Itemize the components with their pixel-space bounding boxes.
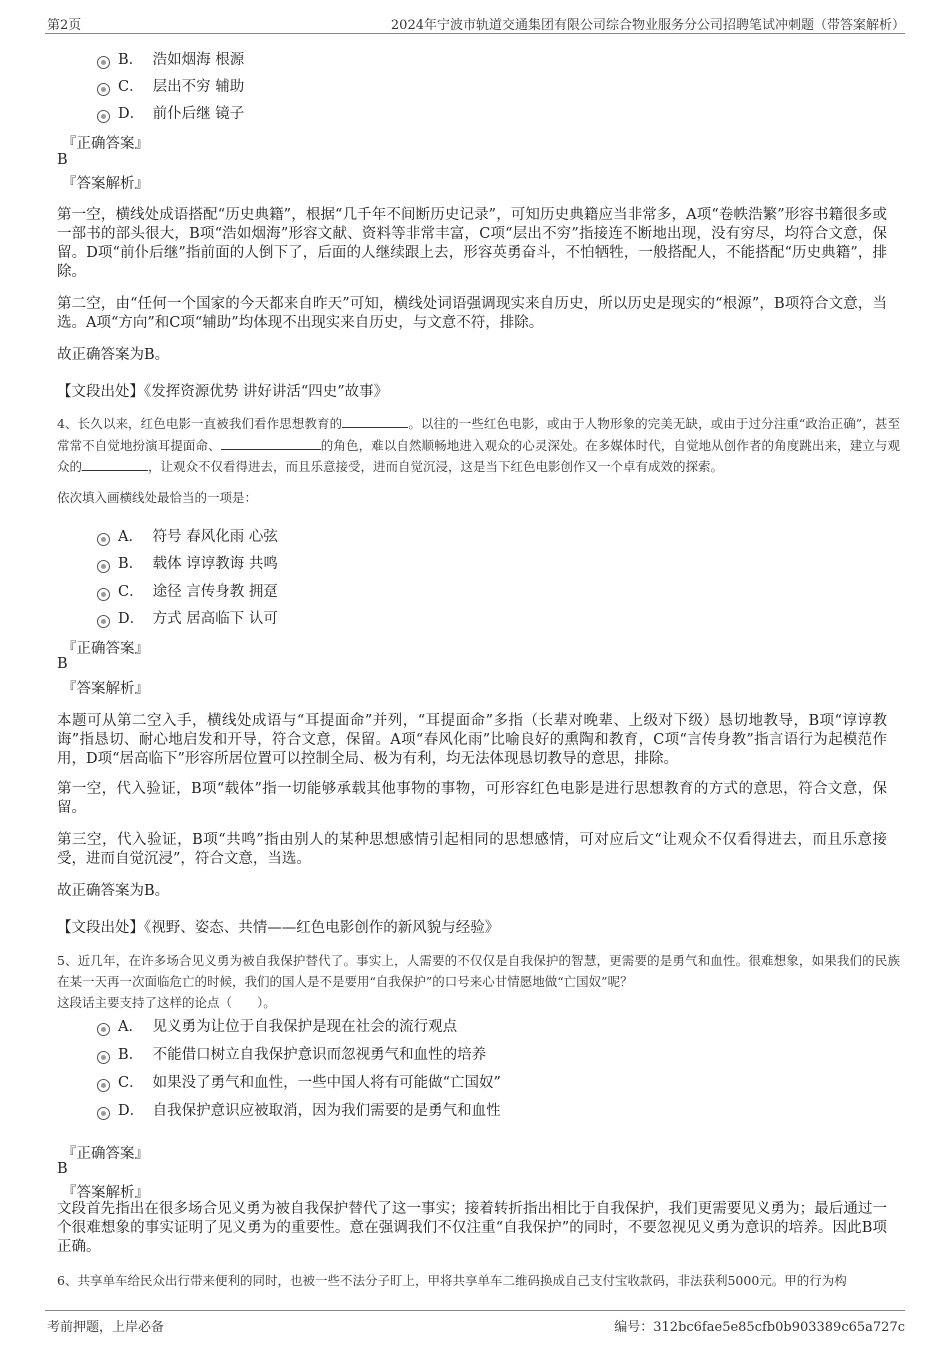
- radio-icon[interactable]: [97, 1107, 110, 1120]
- q4-option-d[interactable]: D． 方式 居高临下 认可: [97, 607, 278, 628]
- q4-analysis-paragraph-3: 第三空，代入验证，B项“共鸣”指由别人的某种思想感情引起相同的思想感情，可对应后文“让观众不仅看得进去，而且乐意接受，进而自觉沉浸”，符合文意，当选。: [57, 832, 887, 867]
- q5-answer: B: [57, 1161, 68, 1177]
- q4-answer: B: [57, 656, 68, 672]
- q3-analysis-paragraph-2: 第二空，由“任何一个国家的今天都来自昨天”可知，横线处词语强调现实来自历史，所以历史是现实的“根源”，B项符合文意，当选。A项“方向”和C项“辅助”均体现不出现实来自历史，与文意不符，排除。: [57, 296, 887, 331]
- page-number: 第2页: [47, 18, 82, 33]
- q5-option-a[interactable]: A． 见义勇为让位于自我保护是现在社会的流行观点: [97, 1015, 457, 1036]
- page-header: [47, 14, 905, 34]
- radio-icon[interactable]: [97, 1079, 110, 1092]
- q5-option-c[interactable]: C． 如果没了勇气和血性，一些中国人将有可能做“亡国奴”: [97, 1071, 501, 1092]
- radio-icon[interactable]: [97, 615, 110, 628]
- q4-source: 【文段出处】《视野、姿态、共情——红色电影创作的新风貌与经验》: [57, 920, 500, 936]
- header-divider: [45, 33, 905, 34]
- document-title: 2024年宁波市轨道交通集团有限公司综合物业服务分公司招聘笔试冲刺题（带答案解析）: [390, 18, 905, 33]
- q4-analysis-label: 『答案解析』: [62, 681, 149, 697]
- q4-analysis-paragraph-1: 本题可从第二空入手，横线处成语与“耳提面命”并列，“耳提面命”多指（长辈对晚辈、上级对下级）恳切地教导，B项“谆谆教诲”指恳切、耐心地启发和开导，符合文意，保留。A项“春风化雨”比喻良好的熏陶和教育，C项“言传身教”指言语行为起模范作用，D项“居高临下”形容所居位置可以控制全局、极为有利，均无法体现恳切教导的意思，排除。: [57, 713, 887, 767]
- footer-slogan: 考前押题，上岸必备: [47, 1320, 165, 1335]
- q4-option-a[interactable]: A． 符号 春风化雨 心弦: [97, 525, 278, 546]
- q4-analysis-paragraph-2: 第一空，代入验证，B项“载体”指一切能够承载其他事物的事物，可形容红色电影是进行思想教育的方式的意思，符合文意，保留。: [57, 781, 887, 816]
- footer-divider: [45, 1310, 905, 1311]
- q3-option-d[interactable]: D． 前仆后继 镜子: [97, 102, 244, 123]
- q5-stem: 5、近几年，在许多场合见义勇为被自我保护替代了。事实上，人需要的不仅仅是自我保护的智慧，更需要的是勇气和血性。很难想象，如果我们的民族在某一天再一次面临危亡的时候，我们的国人是不是要用“自我保护”的口号来心甘情愿地做“亡国奴”呢？: [57, 953, 900, 989]
- q3-option-c[interactable]: C． 层出不穷 辅助: [97, 75, 244, 96]
- radio-icon[interactable]: [97, 560, 110, 573]
- q4-answer-label: 『正确答案』: [62, 641, 149, 657]
- q5-option-b[interactable]: B． 不能借口树立自我保护意识而忽视勇气和血性的培养: [97, 1043, 486, 1064]
- radio-icon[interactable]: [97, 56, 110, 69]
- radio-icon[interactable]: [97, 588, 110, 601]
- q4-prompt: 依次填入画横线处最恰当的一项是：: [57, 490, 258, 505]
- q3-option-b[interactable]: B． 浩如烟海 根源: [97, 48, 244, 69]
- q3-answer-label: 『正确答案』: [62, 136, 149, 152]
- radio-icon[interactable]: [97, 1023, 110, 1036]
- q5-prompt: 这段话主要支持了这样的论点（ ）。: [57, 995, 276, 1010]
- q4-option-c[interactable]: C． 途径 言传身教 拥趸: [97, 580, 278, 601]
- q6-stem: 6、共享单车给民众出行带来便利的同时，也被一些不法分子盯上，甲将共享单车二维码换成自己支付宝收款码，非法获利5000元。甲的行为构: [57, 1273, 847, 1288]
- q4-option-b[interactable]: B． 载体 谆谆教诲 共鸣: [97, 552, 278, 573]
- blank-1: [342, 415, 408, 428]
- q5-analysis-paragraph: 文段首先指出在很多场合见义勇为被自我保护替代了这一事实；接着转折指出相比于自我保护，我们更需要见义勇为；最后通过一个很难想象的事实证明了见义勇为的重要性。意在强调我们不仅注重“自我保护”的同时，不要忽视见义勇为意识的培养。因此B项正确。: [57, 1201, 887, 1255]
- q3-source: 【文段出处】《发挥资源优势 讲好讲活“四史”故事》: [57, 384, 389, 400]
- q3-answer: B: [57, 152, 68, 168]
- q5-answer-label: 『正确答案』: [62, 1146, 149, 1162]
- q3-analysis-paragraph-1: 第一空，横线处成语搭配“历史典籍”，根据“几千年不间断历史记录”，可知历史典籍应当非常多，A项“卷帙浩繁”形容书籍很多或一部书的部头很大，B项“浩如烟海”形容文献、资料等非常丰富，C项“层出不穷”指接连不断地出现，没有穷尽，均符合文意，保留。D项“前仆后继”指前面的人倒下了，后面的人继续跟上去，形容英勇奋斗，不怕牺牲，一般搭配人，不能搭配“历史典籍”，排除。: [57, 207, 887, 280]
- q4-stem: 4、长久以来，红色电影一直被我们看作思想教育的 。以往的一些红色电影，或由于人物形象的完美无缺，或由于过分注重“政治正确”，甚至常常不自觉地扮演耳提面命、 的角色，难以自然顺畅地进入观众的心灵深处。在多媒体时代，自觉地从创作者的角度跳出来，建立与观众的 ，让观众不仅看得进去，而且乐意接受，进而自觉沉浸，这是当下红色电影创作又一个卓有成效的探索。: [57, 416, 900, 474]
- blank-2: [221, 437, 321, 450]
- q3-analysis-label: 『答案解析』: [62, 176, 149, 192]
- radio-icon[interactable]: [97, 1051, 110, 1064]
- blank-3: [82, 458, 148, 471]
- q4-analysis-conclusion: 故正确答案为B。: [57, 883, 170, 899]
- q5-analysis-label: 『答案解析』: [62, 1185, 149, 1201]
- q5-option-d[interactable]: D． 自我保护意识应被取消，因为我们需要的是勇气和血性: [97, 1099, 501, 1120]
- radio-icon[interactable]: [97, 533, 110, 546]
- radio-icon[interactable]: [97, 83, 110, 96]
- document-code: 编号：312bc6fae5e85cfb0b903389c65a727c: [614, 1320, 905, 1335]
- q3-analysis-conclusion: 故正确答案为B。: [57, 347, 170, 363]
- radio-icon[interactable]: [97, 110, 110, 123]
